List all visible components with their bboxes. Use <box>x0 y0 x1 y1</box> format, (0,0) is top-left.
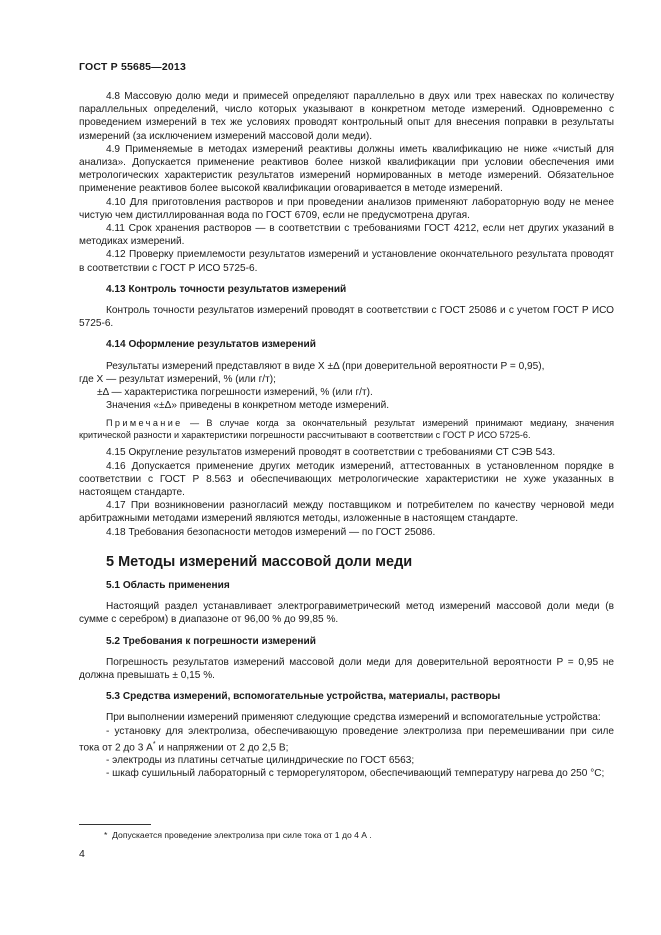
paragraph-4-11: 4.11 Срок хранения растворов — в соответствии с требованиями ГОСТ 4212, если нет других указаний в методиках измерений. <box>79 223 614 248</box>
footnote <box>104 830 372 840</box>
paragraph-5-3-d: - шкаф сушильный лабораторный с терморегулятором, обеспечивающий температуру нагрева до 250 °С; <box>106 768 605 780</box>
note-label: Примечание <box>106 418 183 429</box>
paragraph-4-12: 4.12 Проверку приемлемости результатов измерений и установление окончательного результата проводят в соответствии с ГОСТ Р ИСО 5725-6. <box>79 249 614 274</box>
paragraph-4-15: 4.15 Округление результатов измерений проводят в соответствии с требованиями СТ СЭВ 543. <box>106 447 556 459</box>
paragraph-5-3-a: При выполнении измерений применяют следующие средства измерений и вспомогательные устройства: <box>106 712 601 724</box>
footnote-mark: * <box>104 830 108 840</box>
paragraph-4-8: 4.8 Массовую долю меди и примесей определяют параллельно в двух или трех навесках по количеству параллельных определений, число которых указывают в конкретном методе измерений. Одновременно с проведением измерений в тех же условиях проводят контрольный опыт для внесения поправки в результаты измерений (за исключением измерений массовой доли меди). <box>79 91 614 142</box>
paragraph-5-3-b <box>79 725 614 755</box>
paragraph-5-3-c: - электроды из платины сетчатые цилиндрические по ГОСТ 6563; <box>106 755 415 767</box>
paragraph-4-10: 4.10 Для приготовления растворов и при проведении анализов применяют лабораторную воду не менее чистую чем дистиллированная вода по ГОСТ 6709, если не предусмотрена другая. <box>79 196 614 221</box>
document-header: ГОСТ Р 55685—2013 <box>79 61 187 73</box>
footnote-text: Допускается проведение электролиза при силе тока от 1 до 4 А . <box>112 830 372 840</box>
note <box>79 417 614 441</box>
paragraph-4-14-c: ±Δ — характеристика погрешности измерений, % (или г/т). <box>97 387 373 399</box>
footnote-ref: * <box>152 740 156 748</box>
heading-4-13: 4.13 Контроль точности результатов измерений <box>106 283 347 295</box>
paragraph-5-2: Погрешность результатов измерений массовой доли меди для доверительной вероятности P = 0,95 не должна превышать ± 0,15 %. <box>79 656 614 681</box>
paragraph-4-13: Контроль точности результатов измерений проводят в соответствии с ГОСТ 25086 и с учетом ГОСТ Р ИСО 5725-6. <box>79 305 614 330</box>
paragraph-5-3-b-text: - установку для электролиза, обеспечивающую проведение электролиза при перемешивании при силе тока от 2 до 3 А <box>79 725 614 754</box>
heading-4-14: 4.14 Оформление результатов измерений <box>106 339 316 351</box>
paragraph-4-14-b: где X — результат измерений, % (или г/т); <box>79 373 276 385</box>
heading-5-3: 5.3 Средства измерений, вспомогательные устройства, материалы, растворы <box>106 691 501 703</box>
heading-5-1: 5.1 Область применения <box>106 579 230 591</box>
paragraph-5-1: Настоящий раздел устанавливает электрогравиметрический метод измерений массовой доли меди (в сумме с серебром) в диапазоне от 96,00 % до 99,85 %. <box>79 601 614 626</box>
section-5-title: 5 Методы измерений массовой доли меди <box>106 553 413 570</box>
paragraph-4-14-a: Результаты измерений представляют в виде X ±Δ (при доверительной вероятности P = 0,95), <box>106 360 545 372</box>
document-body <box>79 90 614 781</box>
footnote-divider <box>79 824 151 825</box>
paragraph-4-9: 4.9 Применяемые в методах измерений реактивы должны иметь квалификацию не ниже «чистый для анализа». Допускается применение реактивов более низкой квалификации при условии обеспечения ими метрологических характеристик результатов измерений нормированных в методе измерений. Обязательное применение реактивов более высокой квалификации оговаривается в методе измерений. <box>79 143 614 195</box>
note-text: — В случае когда за окончательный результат измерений принимают медиану, значения критической разности и характеристики погрешности рассчитывают в соответствии с ГОСТ Р ИСО 5725-6. <box>79 418 614 441</box>
page-number: 4 <box>79 848 85 860</box>
paragraph-4-17: 4.17 При возникновении разногласий между поставщиком и потребителем по качеству черновой меди арбитражными методами измерений являются методы, изложенные в настоящем стандарте. <box>79 500 614 525</box>
paragraph-4-16: 4.16 Допускается применение других методик измерений, аттестованных в установленном порядке в соответствии с ГОСТ Р 8.563 и обеспечивающих метрологические характеристики не хуже указанных в настоящем стандарте. <box>79 460 614 499</box>
paragraph-5-3-b-tail: и напряжении от 2 до 2,5 В; <box>155 742 289 754</box>
paragraph-4-14-d: Значения «±Δ» приведены в конкретном методе измерений. <box>106 400 390 412</box>
heading-5-2: 5.2 Требования к погрешности измерений <box>106 635 316 647</box>
paragraph-4-18: 4.18 Требования безопасности методов измерений — по ГОСТ 25086. <box>106 526 436 538</box>
